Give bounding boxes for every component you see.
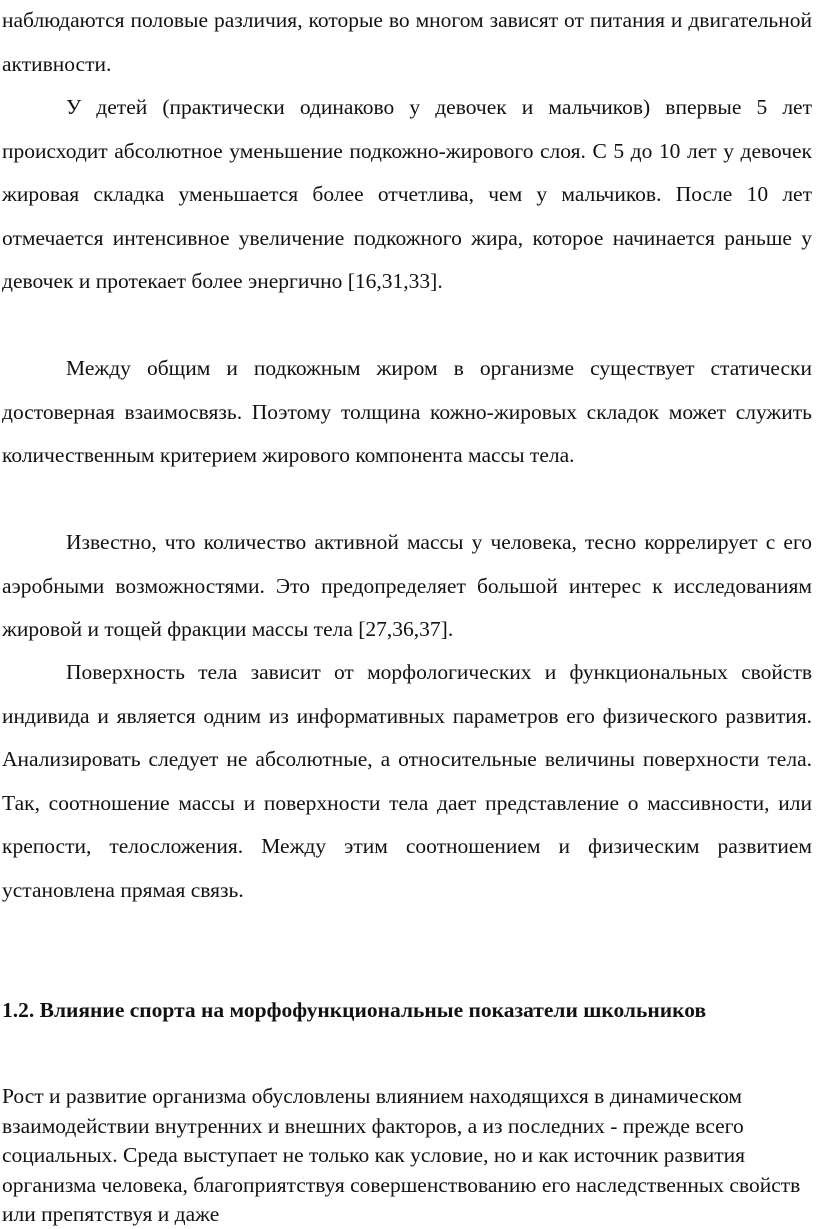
section-heading: 1.2. Влияние спорта на морфофункциональные показатели школьников: [2, 998, 707, 1022]
paragraph-subcutaneous-fat: У детей (практически одинаково у девочек и мальчиков) впервые 5 лет происходит абсолютное уменьшение подкожно-жирового слоя. С 5 до 10 лет у девочек жировая складка уменьшается более отчетлива, чем у мальчиков. После 10 лет отмечается интенсивное увеличение подкожного жира, которое начинается раньше у девочек и протекает более энергично [16,31,33].: [2, 95, 812, 294]
paragraph-active-mass: Известно, что количество активной массы у человека, тесно коррелирует с его аэробными возможностями. Это предопределяет большой интерес к исследованиям жировой и тощей фракции массы тела [27,36,37].: [2, 530, 812, 642]
paragraph-body-surface: Поверхность тела зависит от морфологических и функциональных свойств индивида и является одним из информативных параметров его физического развития. Анализировать следует не абсолютные, а относительные величины поверхности тела. Так, соотношение массы и поверхности тела дает представление о массивности, или крепости, телосложения. Между этим соотношением и физическим развитием установлена прямая связь.: [2, 660, 812, 902]
paragraph-fat-correlation: Между общим и подкожным жиром в организме существует статически достоверная взаимосвязь. Поэтому толщина кожно-жировых складок может служить количественным критерием жирового компонента массы тела.: [2, 356, 812, 468]
paragraph-continuation: наблюдаются половые различия, которые во многом зависят от питания и двигательной активности.: [2, 8, 812, 76]
section-paragraph: Рост и развитие организма обусловлены влиянием находящихся в динамическом взаимодействии внутренних и внешних факторов, а из последних - прежде всего социальных. Среда выступает не только как условие, но и как источник развития организма человека, благоприятствуя совершенствованию его наследственных свойств или препятствуя и даже: [2, 1084, 801, 1226]
